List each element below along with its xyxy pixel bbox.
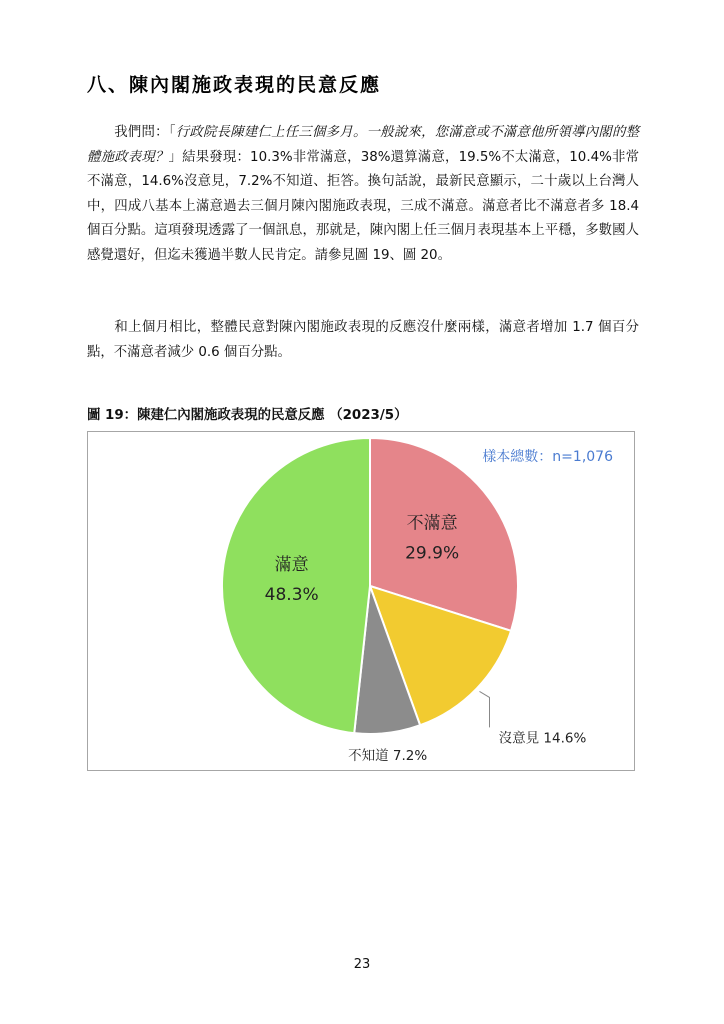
slice-label-outside: 沒意見 14.6% (498, 730, 587, 747)
slice-label: 滿意 (274, 554, 309, 575)
pie-chart-frame (87, 431, 635, 771)
paragraph-2 (87, 316, 639, 365)
survey-question: 行政院長陳建仁上任三個多月。一般說來，您滿意或不滿意他所領導內閣的整體施政表現？ (87, 125, 639, 165)
paragraph-2-text: 和上個月相比，整體民意對陳內閣施政表現的反應沒什麼兩樣，滿意者增加 1.7 個百分點，不滿意者減少 0.6 個百分點。 (87, 320, 639, 360)
sample-size-note: 樣本總數：n=1,076 (482, 449, 613, 465)
slice-label-outside: 不知道 7.2% (348, 748, 428, 764)
section-heading: 八、陳內閣施政表現的民意反應 (87, 74, 382, 96)
page-number: 23 (353, 957, 371, 972)
leader-line (480, 691, 490, 727)
pie-chart (88, 432, 634, 770)
slice-label: 不滿意 (406, 513, 458, 534)
figure-caption: 圖 19：陳建仁內閣施政表現的民意反應 （2023/5） (87, 408, 408, 423)
slice-value: 48.3% (264, 584, 319, 605)
slice-value: 29.9% (405, 543, 460, 564)
paragraph-1-lead: 我們問：「 (114, 125, 176, 140)
paragraph-1-rest: 」結果發現：10.3%非常滿意，38%還算滿意，19.5%不太滿意，10.4%非常不滿意，14.6%沒意見，7.2%不知道、拒答。換句話說，最新民意顯示，二十歲以上台灣人中，四成八基本上滿意過去三個月陳內閣施政表現，三成不滿意。滿意者比不滿意者多 18.4 個百分點。這項發現透露了一個訊息，那就是，陳內閣上任三個月表現基本上平穩，多數國人感覺還好，但迄未獲過半數人民肯定。請參見圖 19、圖 20。 (87, 149, 639, 263)
paragraph-1 (87, 121, 639, 268)
